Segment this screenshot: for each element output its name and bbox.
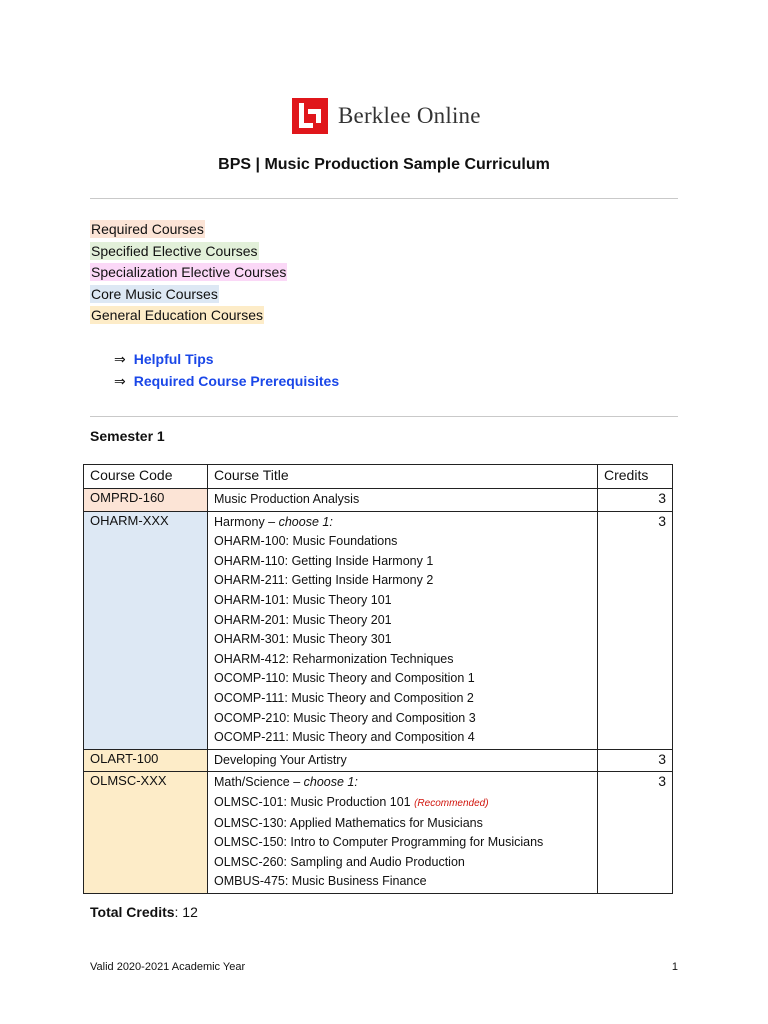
quick-links (114, 348, 339, 392)
course-title (214, 490, 591, 510)
page-title: BPS | Music Production Sample Curriculum (218, 156, 550, 173)
course-title-cell (208, 489, 598, 512)
credits-cell: 3 (598, 489, 673, 512)
legend-label: Specialization Elective Courses (91, 264, 287, 280)
header-course-title: Course Title (208, 465, 598, 489)
choose-note: choose 1: (278, 514, 333, 529)
course-title-cell (208, 749, 598, 772)
course-option (214, 630, 591, 650)
course-option (214, 833, 591, 853)
course-option (214, 571, 591, 591)
course-option-text: OLMSC-260: Sampling and Audio Production (214, 854, 465, 869)
divider-top (90, 198, 678, 199)
table-row (84, 511, 673, 749)
link-row (114, 370, 339, 392)
legend-label: Core Music Courses (91, 285, 218, 302)
table-row (84, 489, 673, 512)
legend-label: Specified Elective Courses (91, 242, 258, 259)
header-credits: Credits (598, 465, 673, 489)
helpful-tips-link[interactable]: Helpful Tips (133, 351, 214, 367)
arrow-right-icon: ⇒ (114, 351, 126, 367)
course-option-text: OLMSC-130: Applied Mathematics for Musicians (214, 815, 483, 830)
course-code-cell: OLMSC-XXX (84, 772, 208, 894)
course-option-text: OHARM-110: Getting Inside Harmony 1 (214, 553, 434, 568)
course-option (214, 591, 591, 611)
total-credits (90, 904, 198, 920)
course-option (214, 872, 591, 892)
course-title (214, 751, 591, 771)
course-option-text: OHARM-100: Music Foundations (214, 534, 398, 549)
course-option-text: OLMSC-101: Music Production 101 (214, 794, 415, 809)
course-option-text: OHARM-412: Reharmonization Techniques (214, 651, 454, 666)
credits-cell: 3 (598, 749, 673, 772)
course-option-text: OCOMP-111: Music Theory and Composition 2 (214, 690, 474, 705)
course-option (214, 728, 591, 748)
course-title-text: Music Production Analysis (214, 492, 360, 506)
legend-item (90, 219, 287, 241)
total-credits-label: Total Credits (90, 904, 175, 920)
credits-cell: 3 (598, 511, 673, 749)
course-option-text: OCOMP-110: Music Theory and Composition 1 (214, 671, 475, 686)
header-course-code: Course Code (84, 465, 208, 489)
course-table (83, 464, 673, 894)
recommended-note: (Recommended) (414, 797, 489, 809)
legend-label: General Education Courses (91, 307, 263, 323)
course-option-text: OHARM-301: Music Theory 301 (214, 632, 392, 647)
course-option-text: OHARM-101: Music Theory 101 (214, 592, 392, 607)
course-title (214, 773, 591, 793)
required-prerequisites-link[interactable]: Required Course Prerequisites (133, 373, 340, 389)
page-number: 1 (671, 961, 678, 973)
table-row (84, 749, 673, 772)
table-row (84, 772, 673, 894)
course-option (214, 532, 591, 552)
course-option (214, 669, 591, 689)
arrow-right-icon: ⇒ (114, 373, 126, 389)
course-title-text: Harmony – (214, 514, 279, 529)
course-option (214, 793, 591, 814)
total-credits-value: : 12 (174, 904, 198, 920)
course-option-text: OCOMP-211: Music Theory and Composition 4 (214, 730, 475, 745)
course-title-cell (208, 772, 598, 894)
semester-heading: Semester 1 (90, 428, 165, 444)
course-option (214, 611, 591, 631)
choose-note: choose 1: (303, 775, 358, 790)
course-option (214, 689, 591, 709)
course-option (214, 650, 591, 670)
legend-item (90, 262, 287, 284)
course-title (214, 513, 591, 533)
legend-item (90, 284, 287, 306)
credits-cell: 3 (598, 772, 673, 894)
logo-brand-text: Berklee Online (338, 103, 481, 128)
course-option-text: OCOMP-210: Music Theory and Composition 3 (214, 710, 476, 725)
course-option (214, 709, 591, 729)
table-header-row (84, 465, 673, 489)
divider-middle (90, 416, 678, 417)
link-row (114, 348, 339, 370)
course-code-cell: OHARM-XXX (84, 511, 208, 749)
course-title-text: Math/Science – (214, 775, 304, 790)
course-title-text: Developing Your Artistry (214, 752, 347, 767)
course-option (214, 552, 591, 572)
course-code-cell: OLART-100 (84, 749, 208, 772)
color-legend (90, 219, 287, 327)
berklee-online-logo (292, 96, 481, 136)
course-option-text: OLMSC-150: Intro to Computer Programming for Musicians (214, 835, 544, 850)
course-option-text: OHARM-211: Getting Inside Harmony 2 (214, 573, 434, 588)
course-option-text: OHARM-201: Music Theory 201 (214, 612, 392, 627)
berklee-logo-mark-icon (292, 98, 328, 134)
course-title-cell (208, 511, 598, 749)
footer-valid-year: Valid 2020-2021 Academic Year (90, 961, 246, 973)
course-option (214, 853, 591, 873)
course-code-cell: OMPRD-160 (84, 489, 208, 512)
course-option-text: OMBUS-475: Music Business Finance (214, 874, 427, 889)
legend-item (90, 241, 287, 263)
course-option (214, 814, 591, 834)
legend-label: Required Courses (91, 221, 204, 237)
legend-item (90, 305, 287, 327)
